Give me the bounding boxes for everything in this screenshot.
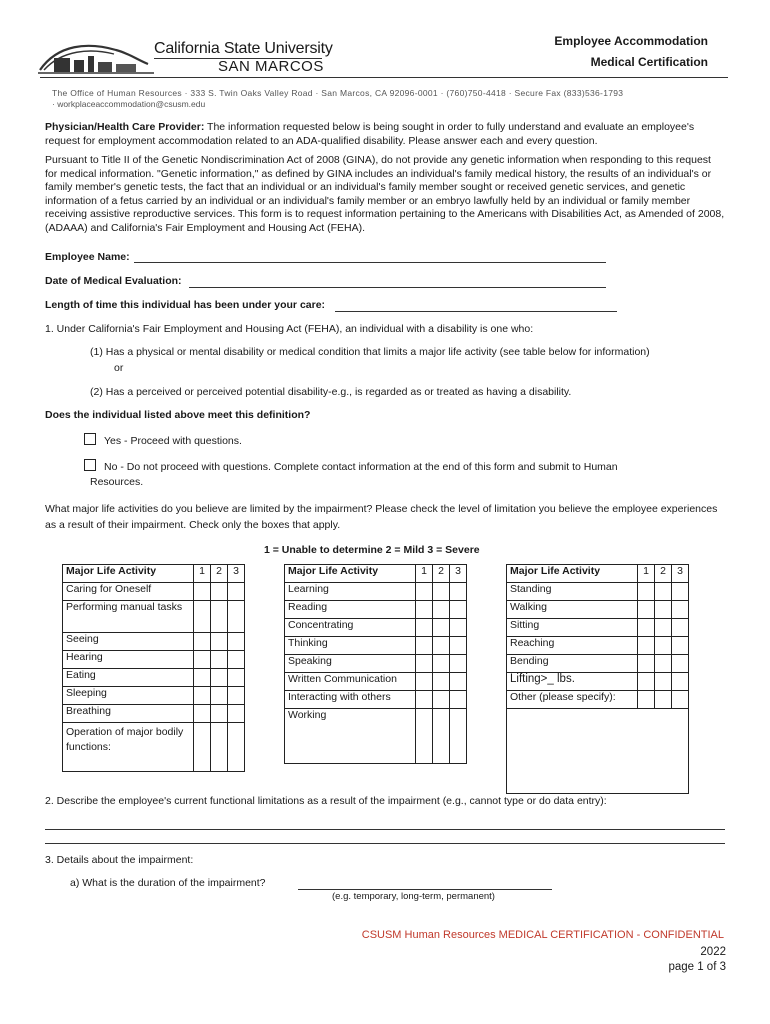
check-cell[interactable]	[433, 619, 450, 637]
activity-bodily-functions: Operation of major bodily functions:	[63, 723, 194, 772]
employee-name-label: Employee Name:	[45, 251, 130, 263]
q2-answer-line-1[interactable]	[45, 829, 725, 830]
activity-hearing: Hearing	[63, 651, 194, 669]
check-cell[interactable]	[228, 583, 245, 601]
check-cell[interactable]	[211, 723, 228, 772]
check-cell[interactable]	[638, 691, 655, 709]
check-cell[interactable]	[194, 601, 211, 633]
date-eval-field[interactable]	[189, 287, 606, 288]
activity-seeing: Seeing	[63, 633, 194, 651]
check-cell[interactable]	[655, 637, 672, 655]
confidential-footer: CSUSM Human Resources MEDICAL CERTIFICATION - CONFIDENTIAL	[361, 929, 724, 941]
check-cell[interactable]	[228, 651, 245, 669]
contact-info: The Office of Human Resources · 333 S. Twin Oaks Valley Road · San Marcos, CA 92096-0001 · (760)750-4418 · Secure Fax (833)536-1793	[52, 88, 624, 98]
check-cell[interactable]	[672, 655, 689, 673]
check-cell[interactable]	[433, 655, 450, 673]
check-cell[interactable]	[433, 583, 450, 601]
activity-reaching: Reaching	[507, 637, 638, 655]
definition-question: Does the individual listed above meet this definition?	[45, 409, 311, 421]
university-name: California State University	[154, 40, 333, 57]
yes-option[interactable]	[84, 433, 242, 449]
level-3-header: 3	[672, 565, 689, 583]
check-cell[interactable]	[450, 673, 467, 691]
blank-cell	[638, 709, 655, 794]
page-number: page 1 of 3	[668, 961, 726, 973]
check-cell[interactable]	[211, 633, 228, 651]
provider-label: Physician/Health Care Provider:	[45, 121, 205, 133]
check-cell[interactable]	[433, 709, 450, 764]
check-cell[interactable]	[416, 673, 433, 691]
length-care-label: Length of time this individual has been under your care:	[45, 299, 326, 311]
doc-title-line1: Employee Accommodation	[554, 34, 708, 48]
life-activity-question: What major life activities do you believe are limited by the impairment? Please check the level of limitation you believe the employee experiences as a result of their impairment. Check only the boxes that apply.	[45, 503, 718, 531]
check-cell[interactable]	[638, 601, 655, 619]
activity-thinking: Thinking	[285, 637, 416, 655]
no-checkbox[interactable]	[84, 459, 96, 471]
check-cell[interactable]	[228, 723, 245, 772]
activity-caring: Caring for Oneself	[63, 583, 194, 601]
header-rule	[40, 77, 728, 78]
yes-label: Yes - Proceed with questions.	[104, 435, 242, 447]
activity-table-3	[506, 564, 689, 794]
q1-item1-or: or	[114, 362, 124, 374]
check-cell[interactable]	[433, 691, 450, 709]
q2-text: 2. Describe the employee's current functional limitations as a result of the impairment (e.g., cannot type or do data entry):	[45, 795, 607, 807]
activity-breathing: Breathing	[63, 705, 194, 723]
no-label-cont: Resources.	[90, 476, 144, 488]
activity-interacting: Interacting with others	[285, 691, 416, 709]
activity-learning: Learning	[285, 583, 416, 601]
check-cell[interactable]	[211, 651, 228, 669]
check-cell[interactable]	[194, 633, 211, 651]
duration-field[interactable]	[298, 889, 552, 890]
check-cell[interactable]	[194, 669, 211, 687]
level-2-header: 2	[211, 565, 228, 583]
activity-sitting: Sitting	[507, 619, 638, 637]
check-cell[interactable]	[672, 619, 689, 637]
activity-table-2	[284, 564, 467, 764]
activity-eating: Eating	[63, 669, 194, 687]
check-cell[interactable]	[416, 619, 433, 637]
no-label: No - Do not proceed with questions. Complete contact information at the end of this form and submit to Human	[104, 461, 618, 473]
doc-title-line2: Medical Certification	[590, 55, 708, 69]
level-1-header: 1	[194, 565, 211, 583]
other-specify-area[interactable]	[507, 709, 638, 794]
check-cell[interactable]	[450, 637, 467, 655]
activity-reading: Reading	[285, 601, 416, 619]
check-cell[interactable]	[211, 583, 228, 601]
check-cell[interactable]	[450, 619, 467, 637]
employee-name-field[interactable]	[134, 262, 606, 263]
check-cell[interactable]	[638, 637, 655, 655]
activity-bending: Bending	[507, 655, 638, 673]
q3a-label: a) What is the duration of the impairment?	[70, 877, 266, 889]
level-3-header: 3	[228, 565, 245, 583]
activity-concentrating: Concentrating	[285, 619, 416, 637]
check-cell[interactable]	[416, 691, 433, 709]
check-cell[interactable]	[450, 691, 467, 709]
check-cell[interactable]	[655, 655, 672, 673]
table3-header: Major Life Activity	[507, 565, 638, 583]
check-cell[interactable]	[416, 655, 433, 673]
check-cell[interactable]	[228, 669, 245, 687]
university-logo	[38, 40, 156, 76]
check-cell[interactable]	[638, 673, 655, 691]
table2-header: Major Life Activity	[285, 565, 416, 583]
activity-walking: Walking	[507, 601, 638, 619]
check-cell[interactable]	[211, 705, 228, 723]
check-cell[interactable]	[638, 619, 655, 637]
activity-sleeping: Sleeping	[63, 687, 194, 705]
check-cell[interactable]	[450, 583, 467, 601]
activity-working: Working	[285, 709, 416, 764]
gina-paragraph: Pursuant to Title II of the Genetic Nondiscrimination Act of 2008 (GINA), do not provide any genetic information when responding to this request for medical information. "Genetic information," as defined by GINA includes an individual's family medical history, the results of an individual's or family member's genetic tests, the fact that an individual or an individual's family member sought or received genetic services, and genetic information of a fetus carried by an individual or an individual's family member or an embryo lawfully held by an individual or family member receiving assistive reproductive services. This form is to request information pertaining to the Americans with Disabilities Act, as Amended of 2008, (ADAAA) and California's Fair Employment and Housing Act (FEHA).	[45, 154, 725, 234]
check-cell[interactable]	[655, 673, 672, 691]
level-1-header: 1	[416, 565, 433, 583]
check-cell[interactable]	[450, 709, 467, 764]
check-cell[interactable]	[228, 705, 245, 723]
footer-year: 2022	[700, 946, 726, 958]
check-cell[interactable]	[655, 691, 672, 709]
level-3-header: 3	[450, 565, 467, 583]
q2-answer-line-2[interactable]	[45, 843, 725, 844]
q1-text: 1. Under California's Fair Employment and Housing Act (FEHA), an individual with a disability is one who:	[45, 323, 534, 335]
check-cell[interactable]	[416, 709, 433, 764]
activity-lifting: Lifting>_ lbs.	[507, 673, 638, 691]
table1-header: Major Life Activity	[63, 565, 194, 583]
check-cell[interactable]	[416, 637, 433, 655]
length-care-field[interactable]	[335, 311, 617, 312]
check-cell[interactable]	[450, 601, 467, 619]
check-cell[interactable]	[194, 705, 211, 723]
q3-text: 3. Details about the impairment:	[45, 854, 194, 866]
check-cell[interactable]	[655, 601, 672, 619]
check-cell[interactable]	[228, 633, 245, 651]
check-cell[interactable]	[194, 583, 211, 601]
check-cell[interactable]	[211, 601, 228, 633]
blank-cell	[655, 709, 672, 794]
check-cell[interactable]	[655, 619, 672, 637]
provider-text: The information requested below is being sought in order to fully understand and evaluate an employee's request for employment accommodation related to an ADA-qualified disability. Please answer each and every question.	[45, 121, 695, 147]
duration-hint: (e.g. temporary, long-term, permanent)	[332, 891, 495, 902]
check-cell[interactable]	[672, 673, 689, 691]
check-cell[interactable]	[194, 651, 211, 669]
check-cell[interactable]	[638, 583, 655, 601]
check-cell[interactable]	[416, 583, 433, 601]
activity-written-communication: Written Communication	[285, 673, 416, 691]
activity-other: Other (please specify):	[507, 691, 638, 709]
check-cell[interactable]	[433, 673, 450, 691]
provider-paragraph	[45, 121, 725, 148]
check-cell[interactable]	[672, 637, 689, 655]
scale-legend: 1 = Unable to determine 2 = Mild 3 = Severe	[264, 544, 480, 556]
date-eval-label: Date of Medical Evaluation:	[45, 275, 182, 287]
blank-cell	[672, 709, 689, 794]
check-cell[interactable]	[638, 655, 655, 673]
q1-item1: (1) Has a physical or mental disability or medical condition that limits a major life activity (see table below for information)	[90, 346, 650, 358]
activity-standing: Standing	[507, 583, 638, 601]
level-1-header: 1	[638, 565, 655, 583]
check-cell[interactable]	[194, 723, 211, 772]
check-cell[interactable]	[672, 691, 689, 709]
activity-speaking: Speaking	[285, 655, 416, 673]
check-cell[interactable]	[672, 601, 689, 619]
campus-name: SAN MARCOS	[218, 58, 324, 75]
check-cell[interactable]	[655, 583, 672, 601]
contact-email: · workplaceaccommodation@csusm.edu	[52, 99, 206, 109]
yes-checkbox[interactable]	[84, 433, 96, 445]
level-2-header: 2	[433, 565, 450, 583]
activity-table-1	[62, 564, 245, 772]
check-cell[interactable]	[228, 601, 245, 633]
check-cell[interactable]	[416, 601, 433, 619]
check-cell[interactable]	[433, 601, 450, 619]
check-cell[interactable]	[228, 687, 245, 705]
q1-item2: (2) Has a perceived or perceived potential disability-e.g., is regarded as or treated as having a disability.	[90, 386, 572, 398]
check-cell[interactable]	[450, 655, 467, 673]
activity-manual-tasks: Performing manual tasks	[63, 601, 194, 633]
check-cell[interactable]	[194, 687, 211, 705]
check-cell[interactable]	[211, 669, 228, 687]
check-cell[interactable]	[211, 687, 228, 705]
no-option[interactable]	[84, 459, 618, 475]
check-cell[interactable]	[433, 637, 450, 655]
level-2-header: 2	[655, 565, 672, 583]
check-cell[interactable]	[672, 583, 689, 601]
